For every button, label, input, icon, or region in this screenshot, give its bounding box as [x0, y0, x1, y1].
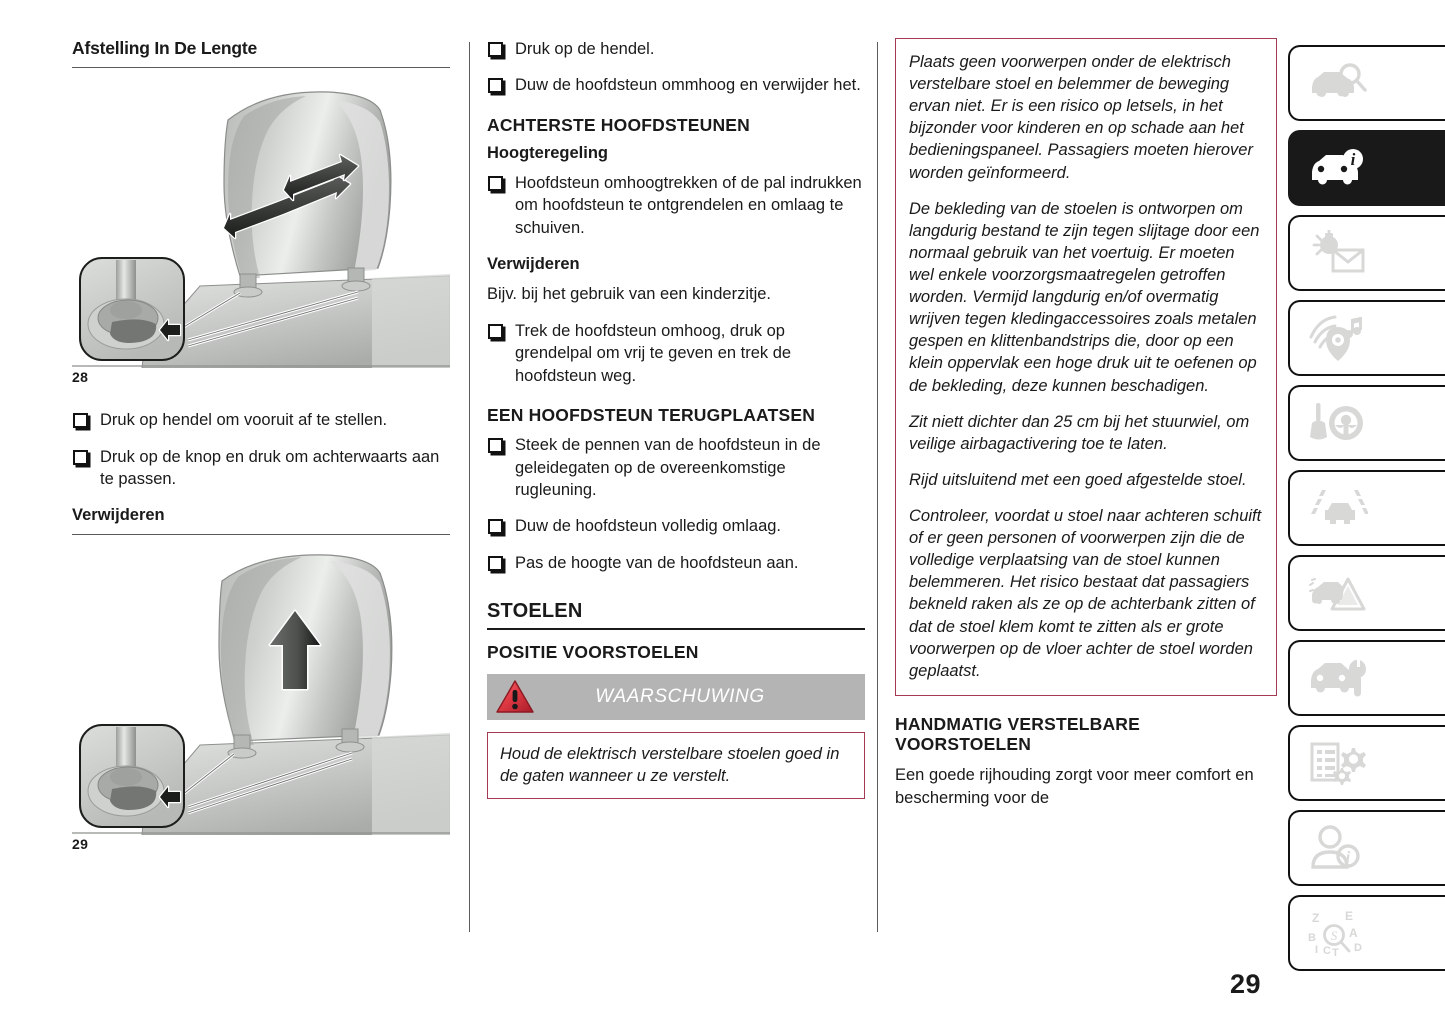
warning-paragraph: Plaats geen voorwerpen onder de elektrisch verstelbare stoel en belemmer de beweging ervan niet. Er is een risico op letsels, in het bijzonder voor kinderen en op schade aan het bedieningspaneel. Passagiers moeten hierover worden geïnformeerd. [909, 53, 1253, 182]
radio-navigation-icon [1308, 315, 1368, 361]
figure-headrest-length-adjust [72, 78, 450, 385]
square-bullet-icon [488, 438, 503, 453]
svg-text:E: E [1345, 910, 1354, 923]
tab-driver-assistance[interactable] [1288, 470, 1445, 546]
subheading-verwijderen: Verwijderen [487, 255, 580, 274]
square-bullet-icon [73, 450, 88, 465]
svg-text:Z: Z [1312, 911, 1320, 925]
list-item [72, 409, 450, 431]
column-divider-1 [469, 42, 470, 932]
tab-in-an-emergency[interactable] [1288, 555, 1445, 631]
page-title: Afstelling In De Lengte [72, 38, 257, 58]
headrest-remove-illustration [72, 545, 450, 835]
title-rule [72, 67, 450, 68]
warning-triangle-icon [495, 679, 535, 715]
list-item-text: Druk op de hendel. [515, 40, 655, 58]
subheading-rule [72, 534, 450, 535]
car-wrench-icon [1308, 656, 1368, 700]
square-bullet-icon [488, 78, 503, 93]
square-bullet-icon [73, 413, 88, 428]
headrest-length-illustration [72, 78, 450, 368]
warning-paragraph: Controleer, voordat u stoel naar achteren schuift of er geen personen of voorwerpen zijn die de volledige verplaatsing van de stoel kunnen belemmeren. Het risico bestaat dat passagiers bekneld raken als ze op de achterbank zitten of dat de stoel klem komt te zitten als er grote voorwerpen op de vloer achter de stoel worden geplaatst. [909, 506, 1262, 680]
list-item-text: Hoofdsteun omhoogtrekken of de pal indrukken om hoofdsteun te ontgrendelen en omlaag te schuiven. [515, 173, 862, 237]
warning-box [487, 732, 865, 799]
warning-paragraph: De bekleding van de stoelen is ontworpen om langdurig bestand te zijn tegen slijtage door een normaal gebruik van het voertuig. Er moeten wel enkele voorzorgsmaatregelen getroffen worden. Vermijd langdurig en/of overmatig wrijven tegen kledingaccessoires zoals metalen gespen en klittenbandstrips die, door op een klein oppervlak een hoge druk uit te oefenen op de bekleding, deze kunnen beschadigen. [909, 199, 1260, 395]
square-bullet-icon [488, 42, 503, 57]
svg-text:D: D [1354, 942, 1362, 954]
tab-warning-lights-messages[interactable] [1288, 215, 1445, 291]
lamp-envelope-icon [1308, 230, 1368, 276]
car-info-icon [1308, 146, 1368, 190]
column-left [72, 38, 450, 876]
paragraph-verwijderen: Bijv. bij het gebruik van een kinderzitje. [487, 285, 772, 304]
figure-image-28 [72, 78, 450, 368]
warning-paragraph: Zit niett dichter dan 25 cm bij het stuurwiel, om veilige airbagactivering toe te laten. [909, 412, 1250, 453]
list-item-text: Druk op de knop en druk om achterwaarts aan te passen. [100, 447, 440, 488]
figure-image-29 [72, 545, 450, 835]
square-bullet-icon [488, 324, 503, 339]
svg-text:C: C [1323, 945, 1331, 956]
chapter-tab-rail [1288, 45, 1445, 980]
subheading-positie-voorstoelen: POSITIE VOORSTOELEN [487, 641, 699, 662]
svg-text:B: B [1308, 932, 1316, 944]
list-item [487, 172, 865, 239]
square-bullet-icon [488, 556, 503, 571]
tab-alphabetical-index[interactable] [1288, 895, 1445, 971]
list-item-text: Trek de hoofdsteun omhoog, druk op grendelpal om vrij te geven en trek de hoofdsteun weg. [515, 321, 792, 385]
tab-getting-to-know-vehicle[interactable] [1288, 130, 1445, 206]
paragraph-handmatig: Een goede rijhouding zorgt voor meer comfort en bescherming voor de [895, 766, 1254, 807]
subheading-hoogteregeling: Hoogteregeling [487, 144, 609, 162]
breakdown-warning-triangle-icon [1308, 571, 1368, 615]
subheading-verwijderen: Verwijderen [72, 506, 165, 525]
warning-banner [487, 674, 865, 720]
list-item [487, 320, 865, 387]
heading-stoelen-label: STOELEN [487, 600, 583, 623]
list-item-text: Pas de hoogte van de hoofdsteun aan. [515, 553, 799, 572]
square-bullet-icon [488, 519, 503, 534]
page-number: 29 [1229, 969, 1261, 999]
list-item-text: Duw de hoofdsteun volledig omlaag. [515, 517, 782, 536]
tab-vehicle-overview[interactable] [1288, 45, 1445, 121]
list-item-text: Steek de pennen van de hoofdsteun in de geleidegaten op de overeenkomstige rugleuning. [515, 436, 821, 499]
svg-text:S: S [1330, 928, 1338, 943]
heading-stoelen-rule [487, 628, 865, 630]
car-search-icon [1308, 61, 1368, 105]
list-item-text: Druk op hendel om vooruit af te stellen. [100, 411, 388, 430]
list-item-text: Duw de hoofdsteun ommhoog en verwijder het. [515, 76, 861, 95]
heading-een-hoofdsteun-terugplaatsen: EEN HOOFDSTEUN TERUGPLAATSEN [487, 405, 816, 425]
warning-paragraph: Rijd uitsluitend met een goed afgestelde stoel. [909, 470, 1247, 489]
person-info-icon [1308, 825, 1368, 871]
figure-number-29: 29 [72, 836, 89, 853]
list-item [487, 515, 865, 537]
svg-text:I: I [1315, 944, 1319, 956]
list-item [487, 74, 865, 96]
lane-assist-icon [1308, 486, 1368, 530]
heading-stoelen [487, 600, 865, 629]
alphabetical-index-icon [1308, 910, 1372, 956]
heading-handmatig-verstelbare-voorstoelen: HANDMATIG VERSTELBARE VOORSTOELEN [895, 713, 1140, 754]
column-middle [487, 38, 865, 799]
list-item [487, 434, 865, 501]
svg-text:i: i [1345, 849, 1351, 866]
figure-number-28: 28 [72, 369, 89, 386]
figure-headrest-remove [72, 545, 450, 852]
tab-starting-and-driving[interactable] [1288, 385, 1445, 461]
warning-label: WAARSCHUWING [595, 685, 765, 707]
gearshift-steering-wheel-icon [1308, 401, 1368, 445]
tab-infotainment-navigation[interactable] [1288, 300, 1445, 376]
list-item [487, 552, 865, 574]
warning-box-text: Houd de elektrisch verstelbare stoelen goed in de gaten wanneer u ze verstelt. [500, 744, 840, 785]
warning-box-continued [895, 38, 1277, 696]
tab-maintenance-and-care[interactable] [1288, 640, 1445, 716]
list-item [487, 38, 865, 60]
specifications-gears-icon [1308, 740, 1368, 786]
svg-text:A: A [1349, 926, 1358, 940]
tab-customer-assistance[interactable] [1288, 810, 1445, 886]
column-divider-2 [877, 42, 878, 932]
list-item [72, 446, 450, 491]
square-bullet-icon [488, 176, 503, 191]
tab-technical-specifications[interactable] [1288, 725, 1445, 801]
column-right [895, 38, 1277, 823]
heading-achterste-hoofdsteunen: ACHTERSTE HOOFDSTEUNEN [487, 114, 751, 135]
svg-text:T: T [1332, 947, 1339, 956]
svg-text:i: i [1350, 150, 1356, 169]
